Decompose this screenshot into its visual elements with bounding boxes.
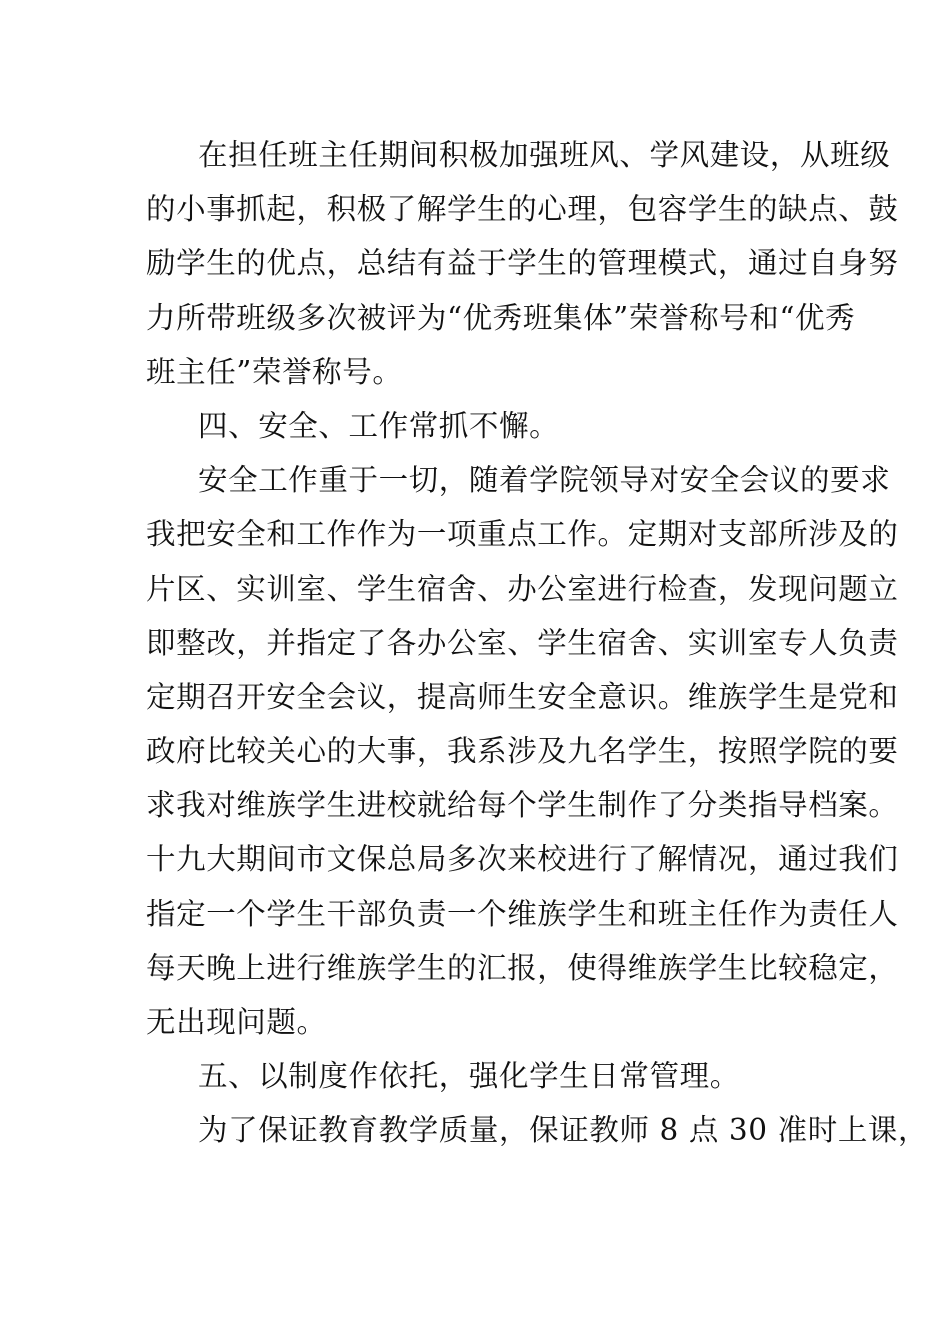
text-line: 无出现问题。 bbox=[146, 1005, 327, 1039]
text-line: 指定一个学生干部负责一个维族学生和班主任作为责任人 bbox=[146, 896, 899, 931]
text-line: 励学生的优点，总结有益于学生的管理模式，通过自身努 bbox=[146, 246, 899, 281]
section-heading: 五、以制度作依托，强化学生日常管理。 bbox=[198, 1059, 740, 1094]
section-heading: 四、安全、工作常抓不懈。 bbox=[198, 408, 560, 443]
text-line: 班主任”荣誉称号。 bbox=[146, 354, 403, 389]
text-line: 即整改，并指定了各办公室、学生宿舍、实训室专人负责 bbox=[146, 625, 899, 660]
text-line: 十九大期间市文保总局多次来校进行了解情况，通过我们 bbox=[146, 842, 899, 877]
text-line: 的小事抓起，积极了解学生的心理，包容学生的缺点、鼓 bbox=[146, 192, 899, 227]
text-line: 政府比较关心的大事，我系涉及九名学生，按照学院的要 bbox=[146, 734, 899, 769]
text-line: 片区、实训室、学生宿舍、办公室进行检查，发现问题立 bbox=[146, 571, 899, 606]
text-line: 安全工作重于一切，随着学院领导对安全会议的要求 bbox=[198, 463, 891, 498]
text-line: 力所带班级多次被评为“优秀班集体”荣誉称号和“优秀 bbox=[146, 300, 856, 335]
text-line: 为了保证教育教学质量，保证教师 8 点 30 准时上课， bbox=[198, 1113, 929, 1148]
text-line: 每天晚上进行维族学生的汇报，使得维族学生比较稳定， bbox=[146, 950, 899, 985]
body-text bbox=[146, 128, 929, 1158]
text-line: 求我对维族学生进校就给每个学生制作了分类指导档案。 bbox=[146, 788, 899, 823]
text-line: 我把安全和工作作为一项重点工作。定期对支部所涉及的 bbox=[146, 517, 899, 552]
text-line: 在担任班主任期间积极加强班风、学风建设，从班级 bbox=[198, 138, 891, 172]
text-line: 定期召开安全会议，提高师生安全意识。维族学生是党和 bbox=[146, 679, 899, 714]
